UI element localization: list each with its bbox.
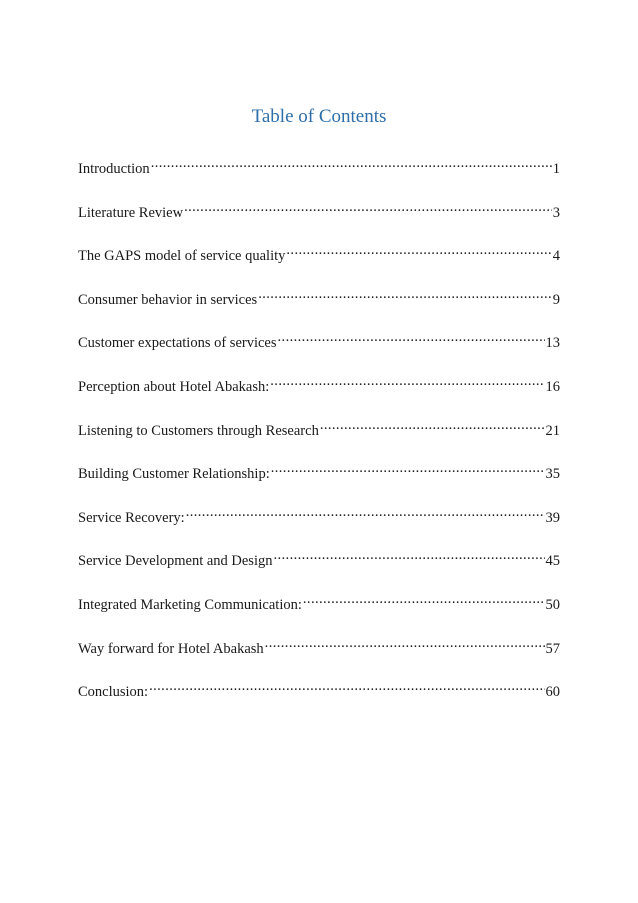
toc-entry-customer-expectations[interactable] — [78, 326, 560, 352]
toc-entry-page-number: 35 — [545, 466, 560, 483]
toc-entry-label: The GAPS model of service quality — [78, 248, 286, 265]
toc-entry-gaps-model[interactable] — [78, 239, 560, 265]
toc-dot-leader — [149, 675, 544, 696]
toc-entry-building-relationship[interactable] — [78, 457, 560, 483]
toc-entry-service-recovery[interactable] — [78, 501, 560, 526]
toc-dot-leader — [271, 457, 545, 478]
toc-dot-leader — [303, 588, 545, 609]
toc-entry-label: Way forward for Hotel Abakash — [78, 640, 264, 657]
toc-entry-label: Service Recovery: — [78, 509, 185, 526]
toc-entry-service-development[interactable] — [78, 544, 560, 570]
toc-entry-label: Literature Review — [78, 204, 184, 221]
toc-entry-page-number: 3 — [552, 204, 560, 221]
toc-entry-page-number: 16 — [545, 378, 560, 395]
toc-entry-page-number: 39 — [545, 509, 560, 526]
toc-dot-leader — [273, 544, 544, 565]
toc-dot-leader — [270, 370, 544, 391]
toc-entry-label: Building Customer Relationship: — [78, 466, 270, 483]
toc-entry-label: Service Development and Design — [78, 553, 273, 570]
toc-entry-label: Customer expectations of services — [78, 335, 277, 352]
toc-dot-leader — [151, 152, 552, 173]
toc-entry-page-number: 45 — [545, 553, 560, 570]
toc-entry-conclusion[interactable] — [78, 675, 560, 701]
toc-entry-label: Perception about Hotel Abakash: — [78, 378, 270, 395]
toc-entry-page-number: 21 — [545, 422, 560, 439]
toc-entry-page-number: 50 — [545, 596, 560, 613]
toc-entry-consumer-behavior[interactable] — [78, 283, 560, 308]
toc-entry-label: Listening to Customers through Research — [78, 422, 319, 439]
toc-dot-leader — [278, 326, 545, 347]
toc-entry-way-forward[interactable] — [78, 632, 560, 657]
toc-entry-page-number: 4 — [552, 248, 560, 265]
toc-entry-perception-hotel[interactable] — [78, 370, 560, 395]
toc-entry-literature-review[interactable] — [78, 196, 560, 221]
toc-entry-listening-customers[interactable] — [78, 414, 560, 439]
toc-dot-leader — [258, 283, 552, 304]
toc-list — [78, 152, 560, 719]
toc-entry-integrated-marketing[interactable] — [78, 588, 560, 613]
toc-entry-page-number: 57 — [545, 640, 560, 657]
toc-entry-page-number: 60 — [545, 684, 560, 701]
toc-entry-label: Integrated Marketing Communication: — [78, 596, 302, 613]
toc-entry-page-number: 13 — [545, 335, 560, 352]
toc-entry-label: Consumer behavior in services — [78, 291, 258, 308]
toc-entry-label: Introduction — [78, 161, 150, 177]
toc-entry-page-number: 1 — [552, 161, 560, 177]
toc-entry-label: Conclusion: — [78, 684, 149, 701]
toc-dot-leader — [184, 196, 552, 217]
toc-entry-page-number: 9 — [552, 291, 560, 308]
toc-entry-introduction[interactable] — [78, 152, 560, 177]
toc-dot-leader — [186, 501, 545, 522]
toc-dot-leader — [320, 414, 545, 435]
toc-title: Table of Contents — [251, 106, 387, 127]
toc-dot-leader — [286, 239, 551, 260]
toc-dot-leader — [265, 632, 545, 653]
